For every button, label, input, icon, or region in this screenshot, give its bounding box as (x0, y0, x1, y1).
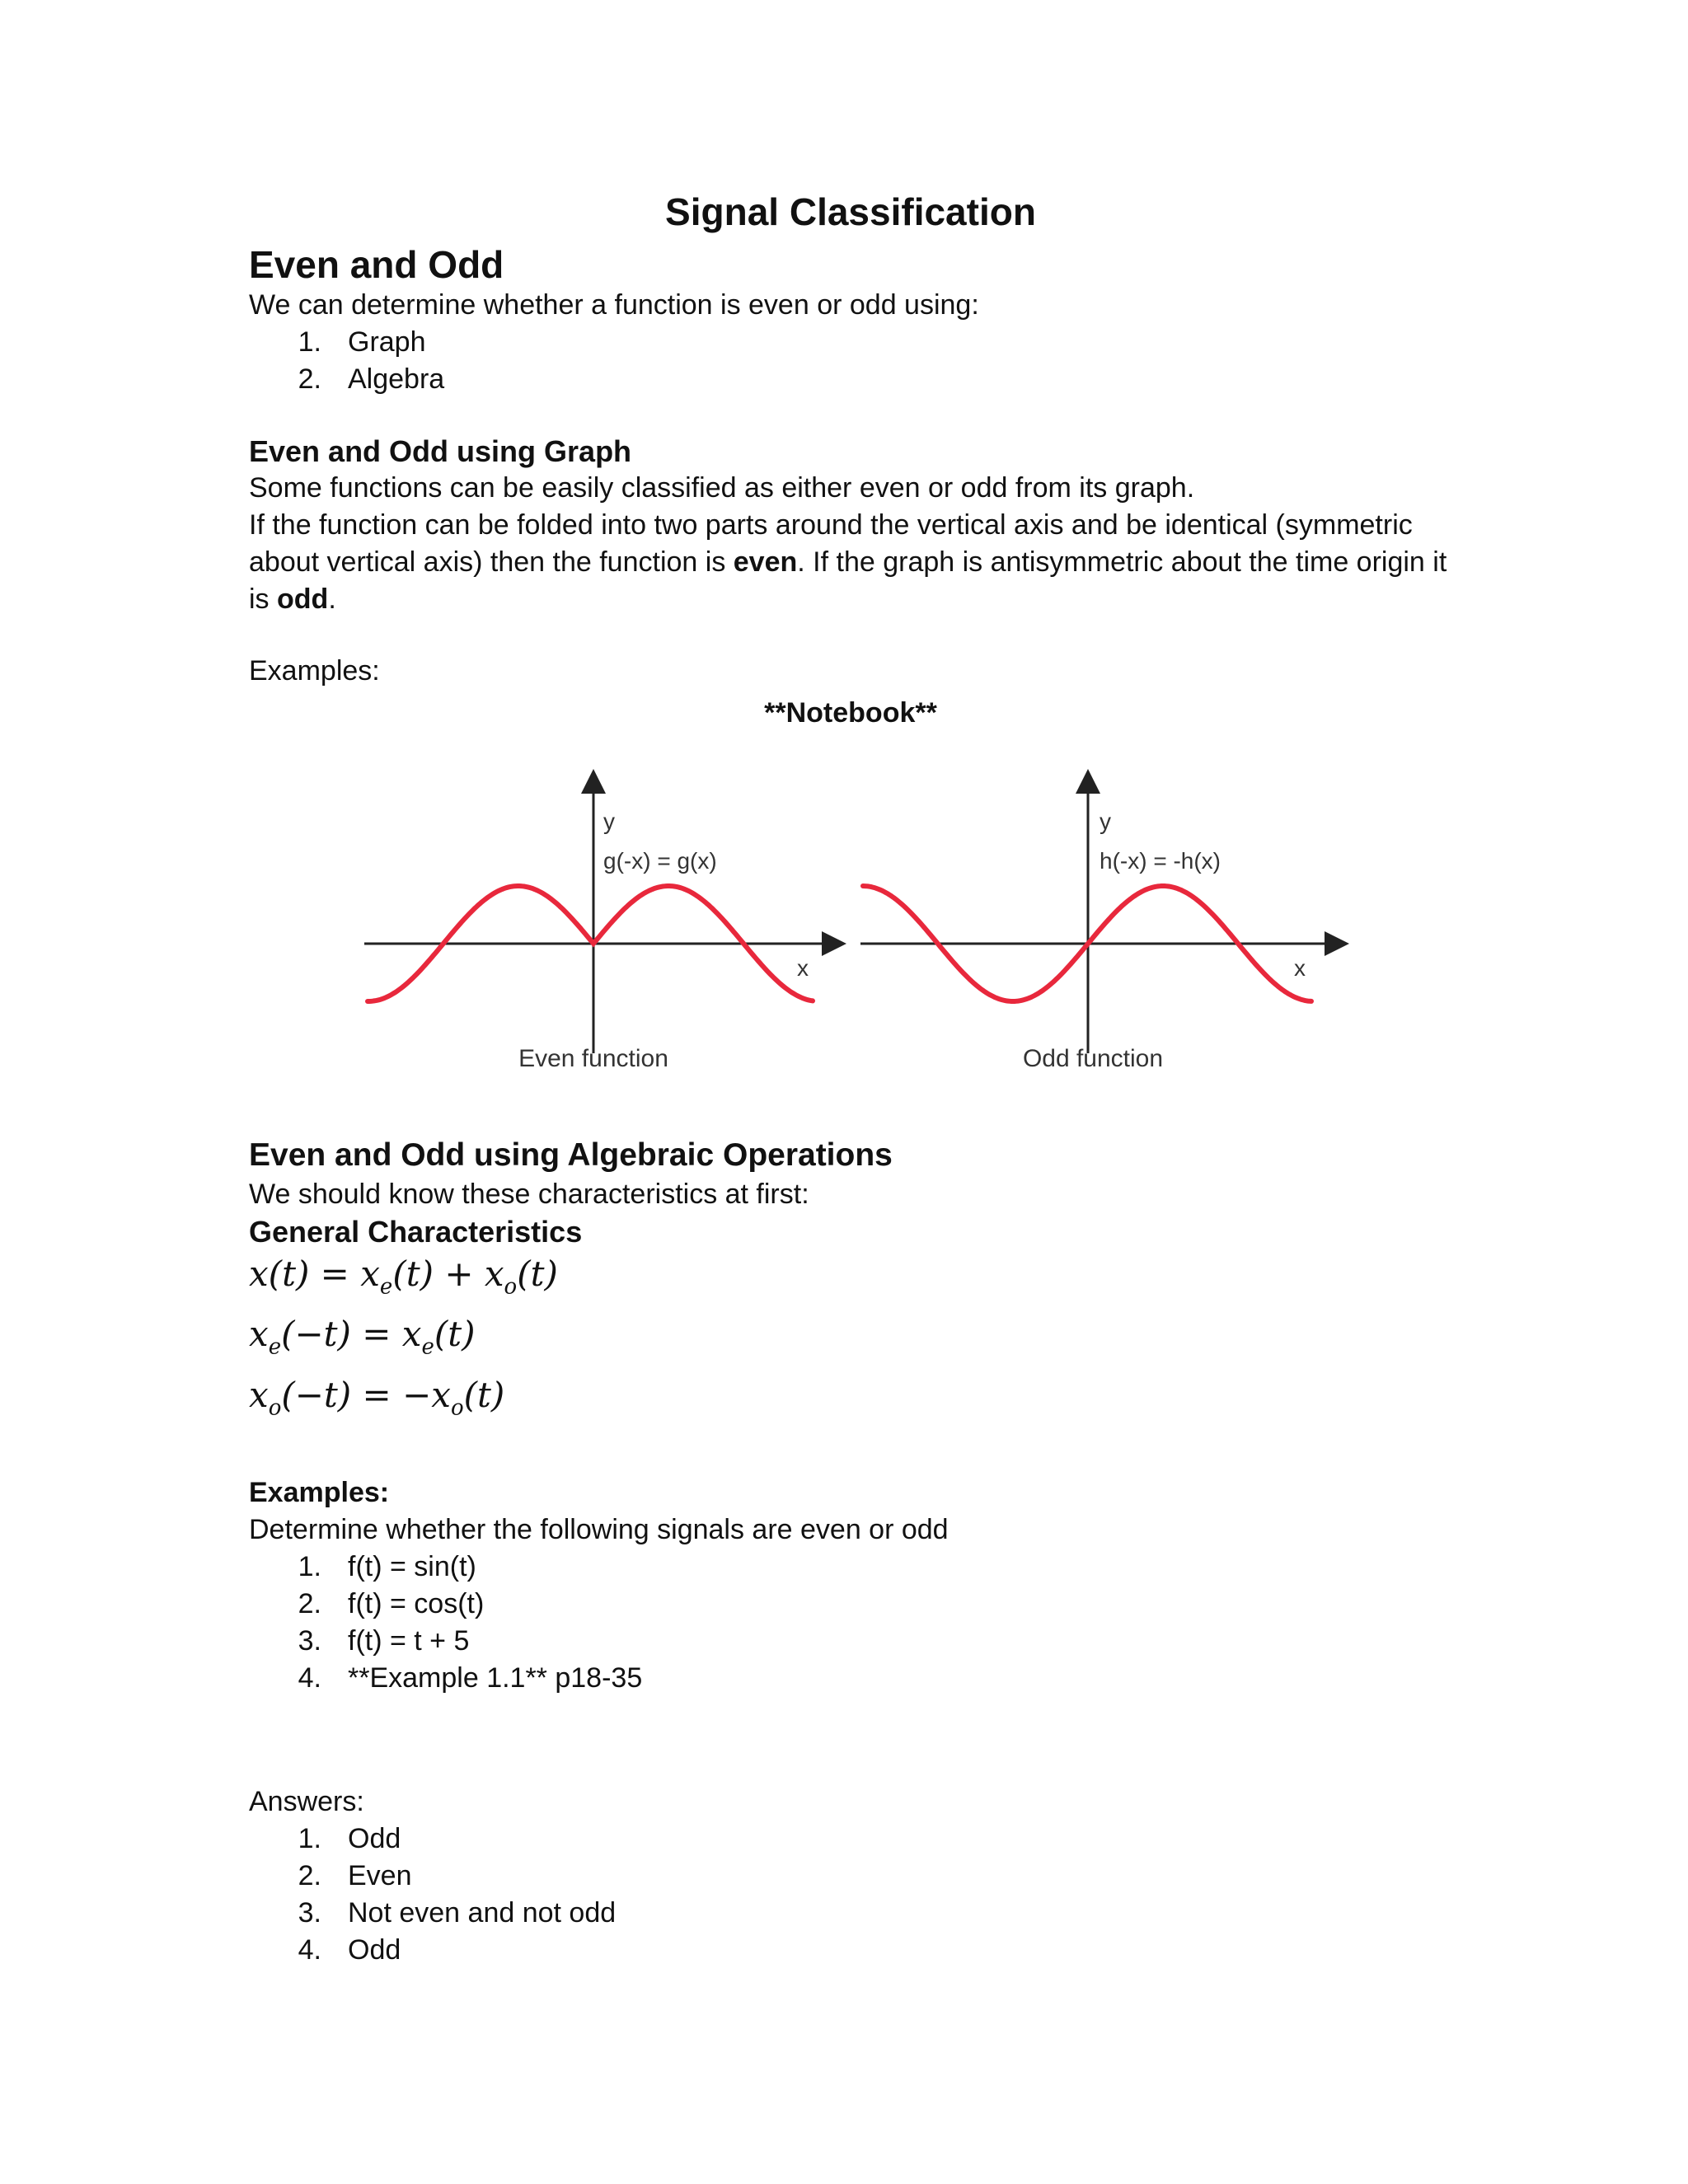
general-characteristics-heading: General Characteristics (249, 1214, 583, 1249)
equation-even-part: $x_e(-t) = x_e(t)$ (249, 1314, 476, 1360)
list-item: 2. Even (298, 1860, 412, 1891)
examples-intro: Determine whether the following signals are even or odd (249, 1514, 949, 1545)
examples-label: Examples: (249, 655, 380, 687)
list-item: 2. f(t) = cos(t) (298, 1588, 485, 1619)
examples-heading: Examples: (249, 1477, 390, 1508)
keyword-even: even (733, 546, 798, 579)
algebra-intro: We should know these characteristics at first: (249, 1178, 809, 1210)
even-y-label: y (603, 808, 615, 835)
examples-list (249, 1549, 1452, 1697)
list-item: 3. Not even and not odd (298, 1897, 617, 1929)
even-function-plot (364, 781, 834, 1072)
section-intro: We can determine whether a function is even or odd using: (249, 289, 979, 321)
document-page (249, 190, 1452, 1969)
list-item: 4. Odd (298, 1934, 401, 1966)
even-eq-label: g(-x) = g(x) (603, 848, 717, 874)
list-item: 1. Graph (298, 326, 426, 359)
equation-decomposition: $x(t) = x_e(t) + x_o(t)$ (249, 1253, 558, 1300)
even-x-label: x (797, 955, 809, 982)
keyword-odd: odd (277, 583, 329, 616)
equation-odd-part: $x_o(-t) = -x_o(t)$ (249, 1374, 505, 1420)
list-item: 1. f(t) = sin(t) (298, 1551, 476, 1582)
list-item: 1. Odd (298, 1823, 401, 1854)
odd-x-label: x (1294, 955, 1306, 982)
methods-list (249, 324, 1452, 398)
even-odd-figure (249, 732, 1452, 1086)
list-item: 2. Algebra (298, 363, 445, 396)
odd-y-label: y (1100, 808, 1111, 835)
odd-caption: Odd function (1022, 1045, 1164, 1073)
graph-paragraph: If the function can be folded into two parts around the vertical axis and be identical (symmetric about vertical axis) then the function is even. If the graph is antisymmetric about the time origin it is odd. (249, 509, 1447, 616)
notebook-note: **Notebook** (764, 697, 937, 729)
graph-line1: Some functions can be easily classified as either even or odd from its graph. (249, 472, 1195, 504)
odd-eq-label: h(-x) = -h(x) (1100, 848, 1221, 874)
answers-label: Answers: (249, 1786, 364, 1817)
odd-function-plot (860, 781, 1337, 1072)
list-item: 4. **Example 1.1** p18-35 (298, 1662, 643, 1694)
list-item: 3. f(t) = t + 5 (298, 1625, 470, 1657)
answers-list (249, 1821, 1452, 1969)
section-heading-even-odd: Even and Odd (249, 243, 504, 287)
even-caption: Even function (518, 1045, 668, 1073)
page-title: Signal Classification (665, 190, 1036, 233)
section-heading-algebra: Even and Odd using Algebraic Operations (249, 1137, 893, 1174)
section-heading-graph: Even and Odd using Graph (249, 434, 632, 469)
function-graphs (249, 732, 1452, 1086)
